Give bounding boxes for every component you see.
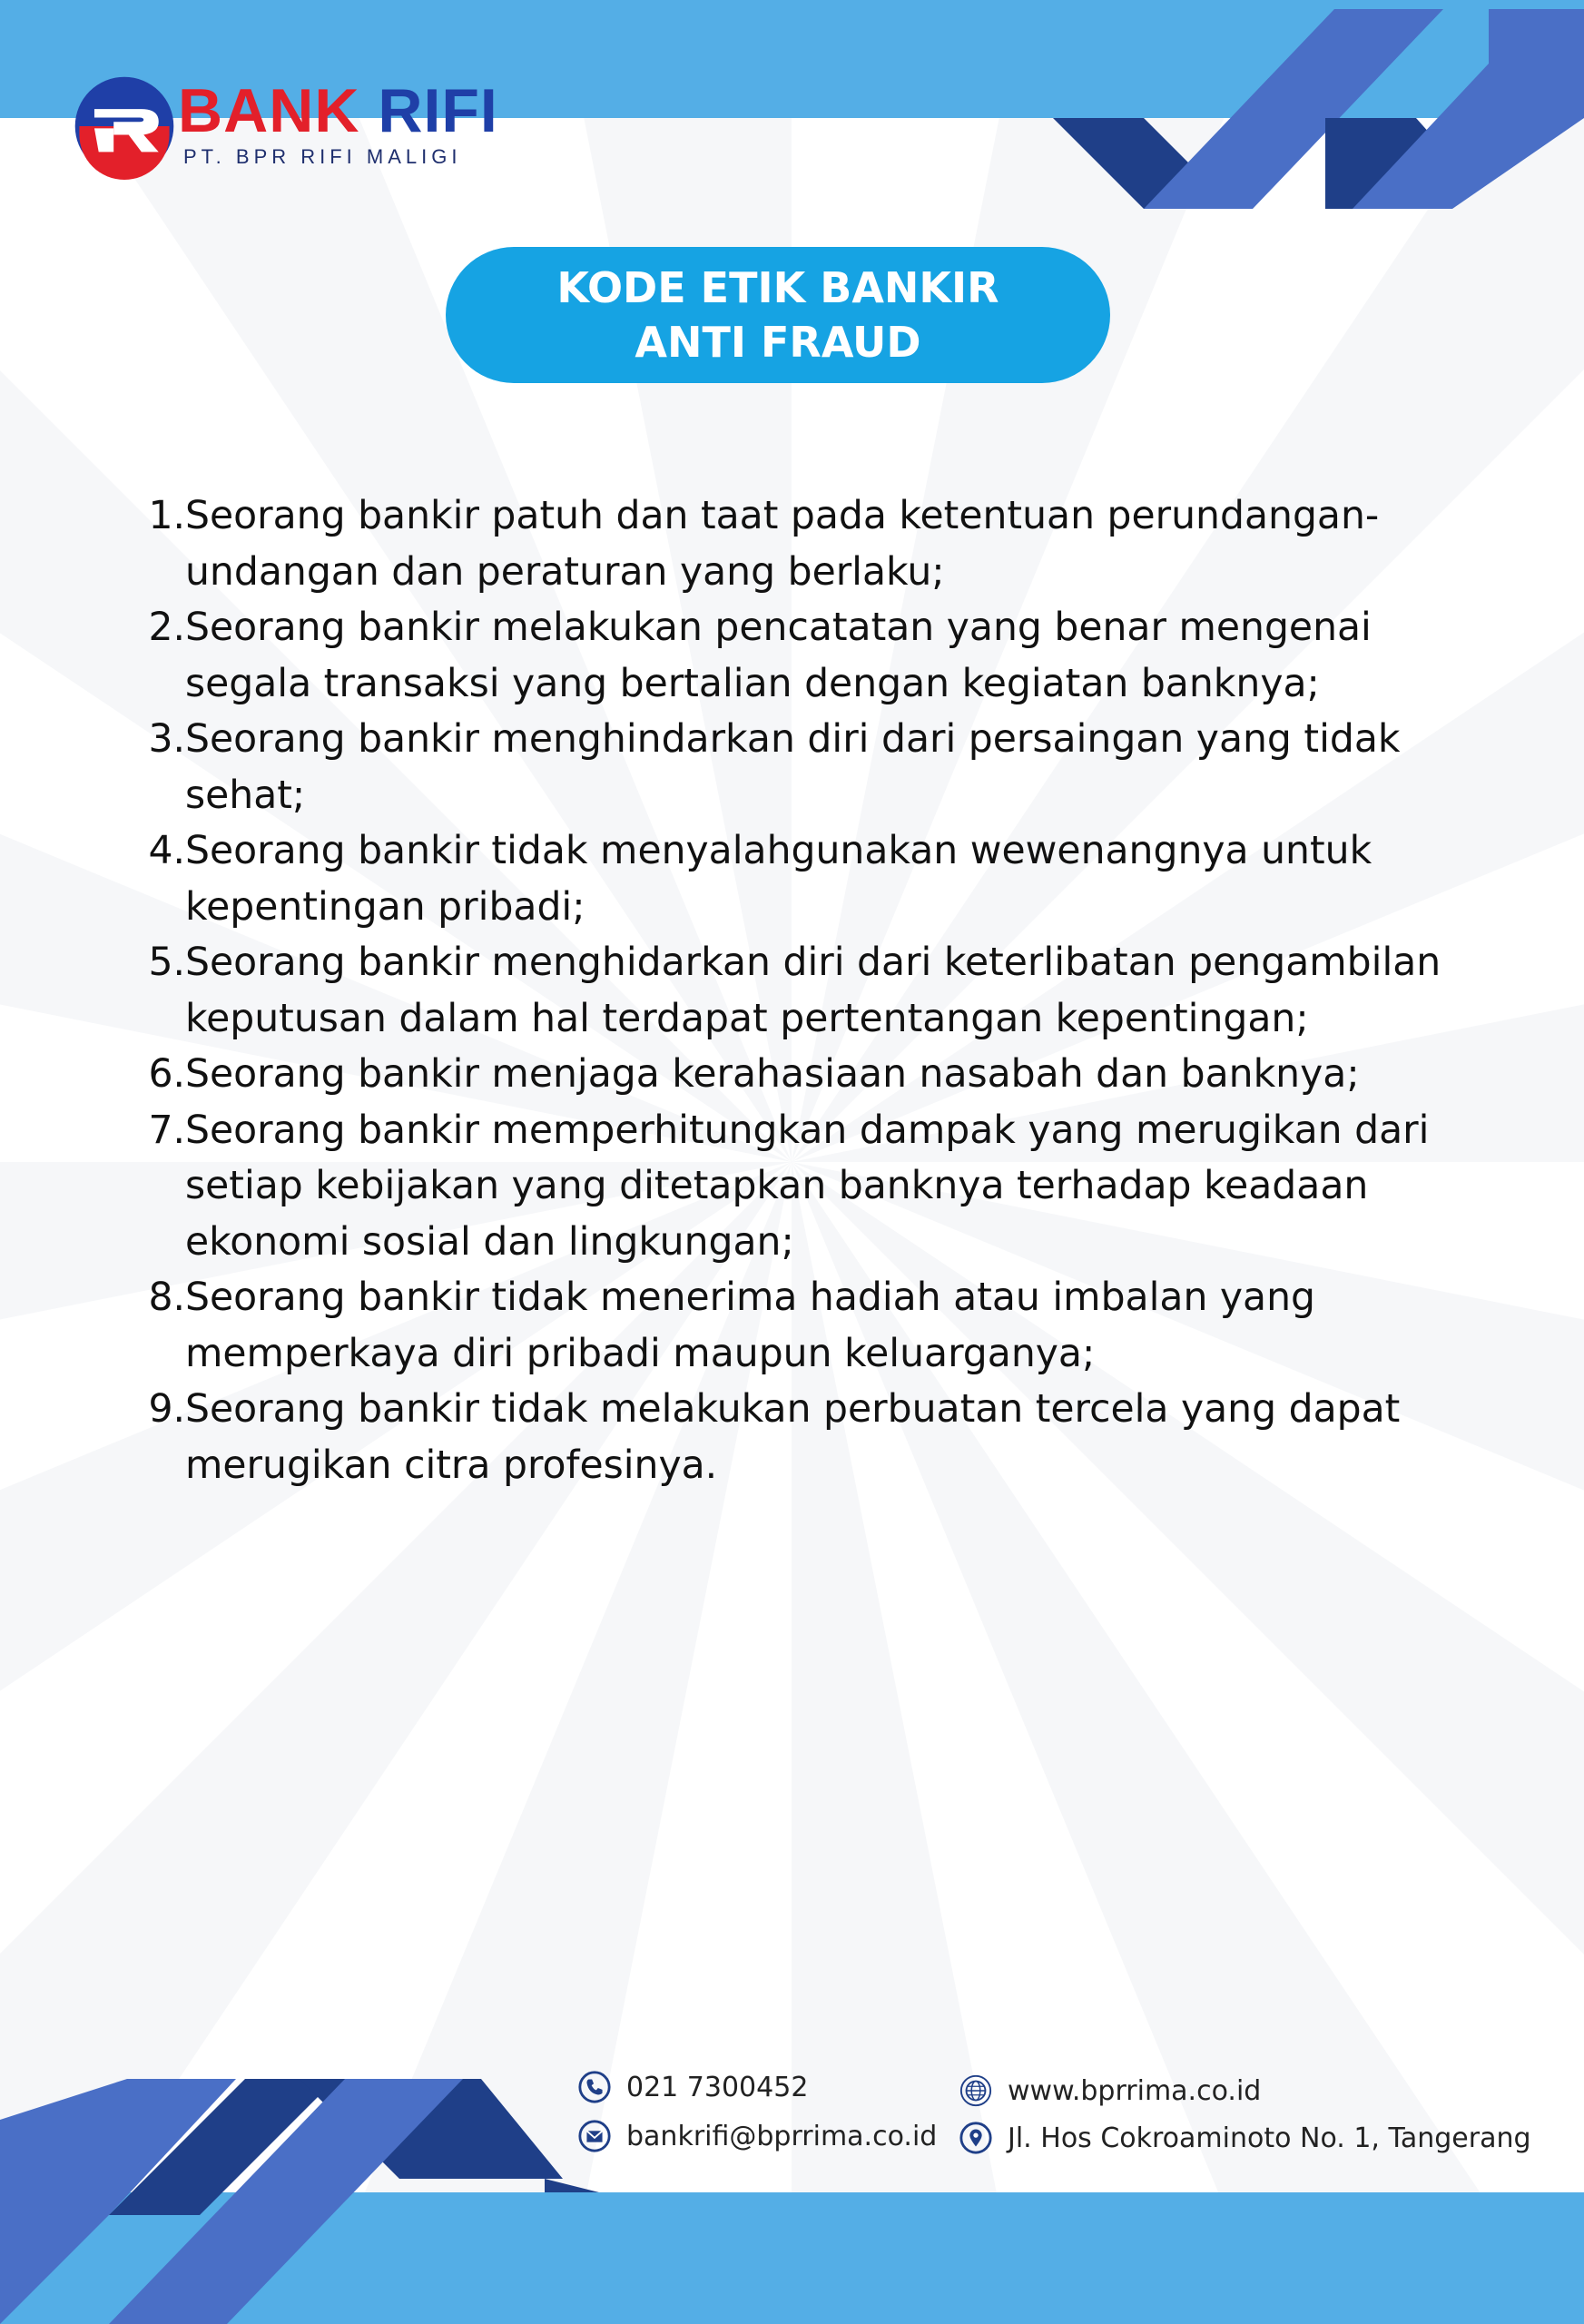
bank-name (178, 74, 498, 147)
website-link[interactable]: www.bprrima.co.id (1008, 2074, 1262, 2107)
item-number: 3. (148, 717, 185, 762)
list-item (145, 1103, 1480, 1271)
item-text: Seorang bankir tidak menerima hadiah atau imbalan yang memperkaya diri pribadi maupun keluarganya; (185, 1275, 1315, 1376)
bank-logo (71, 71, 543, 189)
item-text: Seorang bankir patuh dan taat pada ketentuan perundangan-undangan dan peraturan yang berlaku; (185, 494, 1380, 595)
item-text: Seorang bankir menghindarkan diri dari persaingan yang tidak sehat; (185, 717, 1401, 818)
contact-address (959, 2121, 1531, 2155)
item-text: Seorang bankir melakukan pencatatan yang benar mengenai segala transaksi yang bertalian dengan kegiatan banknya; (185, 606, 1372, 706)
item-text: Seorang bankir menjaga kerahasiaan nasabah dan banknya; (185, 1052, 1360, 1097)
item-text: Seorang bankir tidak menyalahgunakan wewenangnya untuk kepentingan pribadi; (185, 829, 1372, 930)
item-number: 1. (148, 494, 185, 538)
bank-subtitle: PT. BPR RIFI MALIGI (183, 145, 462, 168)
bank-logo-icon (71, 73, 178, 180)
item-number: 2. (148, 606, 185, 650)
address-text: Jl. Hos Cokroaminoto No. 1, Tangerang (1008, 2122, 1531, 2154)
contact-email (577, 2119, 937, 2153)
phone-number: 021 7300452 (626, 2071, 809, 2103)
contact-phone (577, 2070, 808, 2104)
list-item (145, 1382, 1480, 1493)
item-number: 6. (148, 1052, 185, 1097)
item-number: 8. (148, 1275, 185, 1320)
list-item (145, 935, 1480, 1047)
list-item (145, 823, 1480, 935)
list-item (145, 600, 1480, 712)
title-line-1: KODE ETIK BANKIR (556, 263, 999, 312)
bank-name-part2: RIFI (378, 76, 498, 145)
item-number: 9. (148, 1387, 185, 1432)
title-banner (446, 247, 1110, 383)
bank-name-part1: BANK (178, 76, 360, 145)
location-pin-icon (959, 2121, 993, 2155)
item-text: Seorang bankir memperhitungkan dampak yang merugikan dari setiap kebijakan yang ditetapkan banknya terhadap keadaan ekonomi sosial dan lingkungan; (185, 1108, 1430, 1265)
item-number: 5. (148, 940, 185, 985)
item-text: Seorang bankir menghidarkan diri dari keterlibatan pengambilan keputusan dalam hal terdapat pertentangan kepentingan; (185, 940, 1441, 1041)
phone-icon (577, 2070, 612, 2104)
email-link[interactable]: bankrifi@bprrima.co.id (626, 2120, 938, 2152)
contact-website (959, 2073, 1261, 2108)
code-of-ethics-list (145, 488, 1480, 1493)
item-number: 7. (148, 1108, 185, 1153)
item-text: Seorang bankir tidak melakukan perbuatan tercela yang dapat merugikan citra profesinya. (185, 1387, 1401, 1488)
contact-footer (577, 2070, 1576, 2170)
list-item (145, 712, 1480, 823)
globe-icon (959, 2073, 993, 2108)
mail-icon (577, 2119, 612, 2153)
list-item (145, 1047, 1480, 1103)
title-line-2: ANTI FRAUD (635, 318, 921, 367)
list-item (145, 1270, 1480, 1382)
list-item (145, 488, 1480, 600)
item-number: 4. (148, 829, 185, 873)
